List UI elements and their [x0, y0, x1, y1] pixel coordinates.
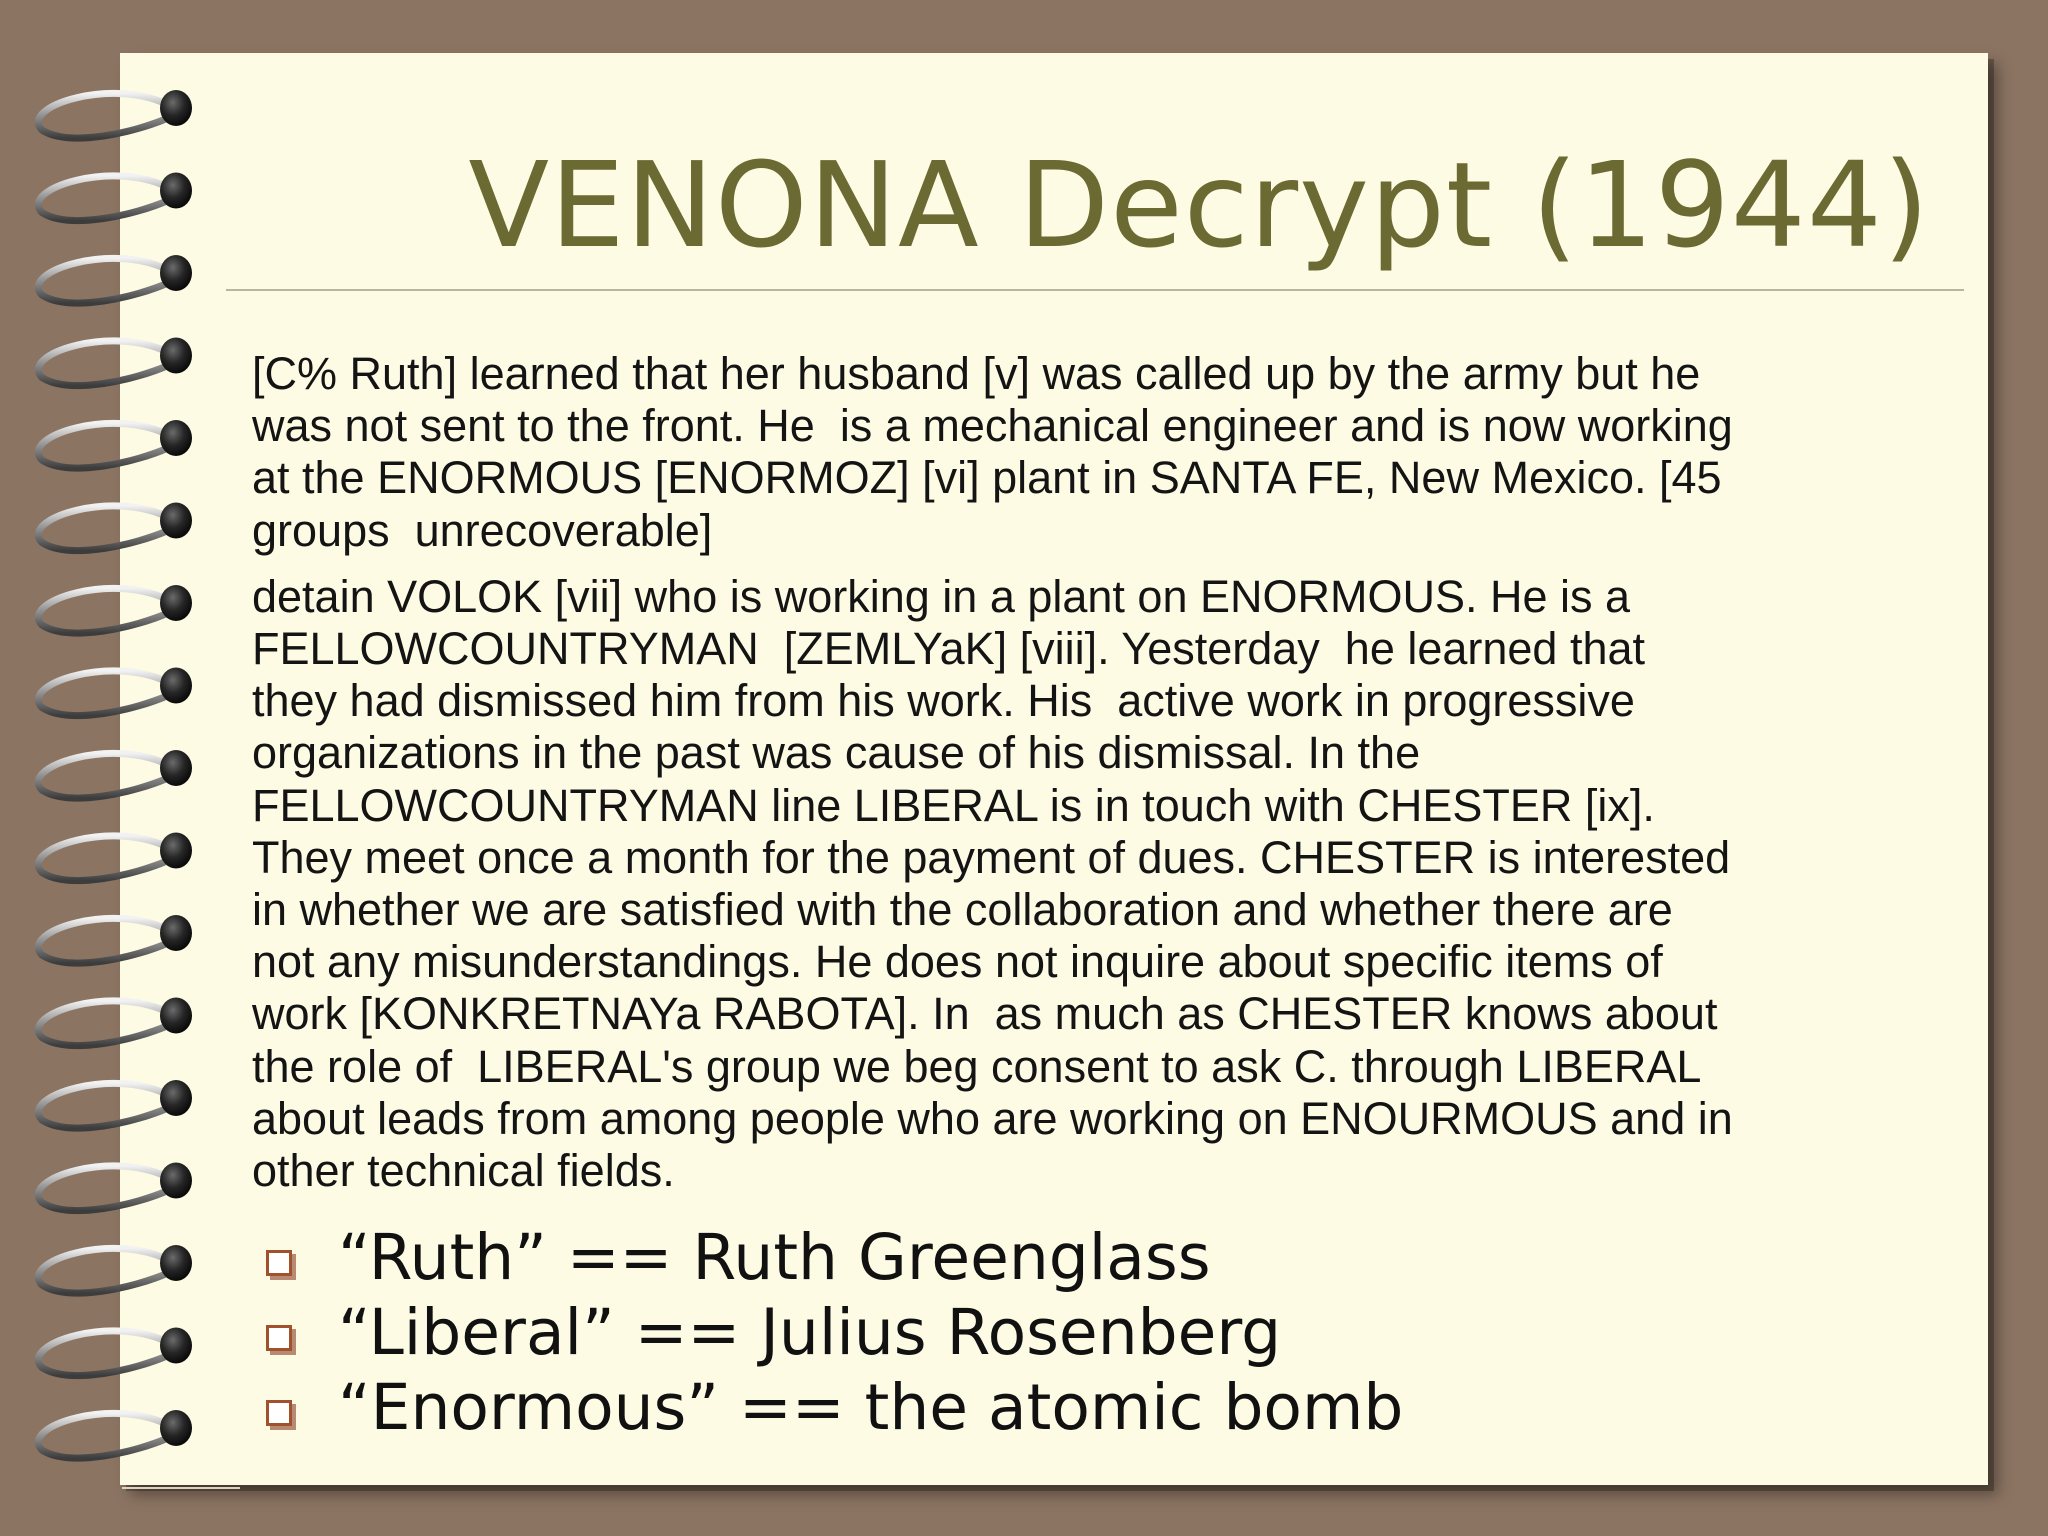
spiral-wire [38, 93, 170, 138]
codename-enormous: “Enormous” == the atomic bomb [338, 1371, 1404, 1444]
title-divider [226, 289, 1964, 291]
spiral-wire [38, 1331, 170, 1376]
codename-liberal: “Liberal” == Julius Rosenberg [338, 1296, 1282, 1369]
binding-hole [160, 503, 192, 539]
decrypt-paragraph-1: [C% Ruth] learned that her husband [v] was called up by the army but he was not sent to the front. He is a mechanical engineer and is now working at the ENORMOUS [ENORMOZ] [vi] plant in SANTA FE, New Mexico. [45 groups unrecoverable] [252, 348, 1733, 556]
spiral-wire [38, 753, 170, 798]
binding-hole [160, 998, 192, 1034]
decrypt-paragraph-2: detain VOLOK [vii] who is working in a plant on ENORMOUS. He is a FELLOWCOUNTRYMAN [ZEMLYaK] [viii]. Yesterday he learned that they had dismissed him from his work. His active work in progressive organizations in the past was cause of his dismissal. In the FELLOWCOUNTRYMAN line LIBERAL is in touch with CHESTER [ix]. They meet once a month for the payment of dues. CHESTER is interested in whether we are satisfied with the collaboration and whether there are not any misunderstandings. He does not inquire about specific items of work [KONKRETNAYa RABOTA]. In as much as CHESTER knows about the role of LIBERAL's group we beg consent to ask C. through LIBERAL about leads from among people who are working on ENOURMOUS and in other technical fields. [252, 570, 1733, 1197]
spiral-wire [38, 1166, 170, 1211]
slide-title: VENONA Decrypt (1944) [468, 136, 1930, 274]
binding-hole [160, 173, 192, 209]
binding-hole [160, 420, 192, 456]
binding-hole [160, 1080, 192, 1116]
list-item [262, 1295, 1862, 1370]
spiral-wire [38, 341, 170, 386]
spiral-wire [38, 918, 170, 963]
list-item [262, 1370, 1862, 1445]
codename-list [262, 1220, 1862, 1445]
spiral-binding-icon [0, 0, 220, 1536]
square-bullet-icon [266, 1325, 292, 1351]
spiral-wire [38, 1083, 170, 1128]
binding-hole [160, 1328, 192, 1364]
spiral-wire [38, 176, 170, 221]
spiral-wire [38, 1413, 170, 1458]
binding-hole [160, 338, 192, 374]
square-bullet-icon [266, 1400, 292, 1426]
binding-hole [160, 1245, 192, 1281]
spiral-wire [38, 588, 170, 633]
list-item [262, 1220, 1862, 1295]
spiral-wire [38, 671, 170, 716]
binding-hole [160, 750, 192, 786]
codename-ruth: “Ruth” == Ruth Greenglass [338, 1221, 1211, 1294]
spiral-wire [38, 836, 170, 881]
spiral-wire [38, 1001, 170, 1046]
spiral-wire [38, 1248, 170, 1293]
spiral-wire [38, 258, 170, 303]
square-bullet-icon [266, 1250, 292, 1276]
binding-hole [160, 585, 192, 621]
spiral-wire [38, 423, 170, 468]
binding-hole [160, 1163, 192, 1199]
binding-hole [160, 668, 192, 704]
binding-hole [160, 1410, 192, 1446]
decrypt-text [252, 348, 1952, 1197]
binding-hole [160, 915, 192, 951]
binding-hole [160, 255, 192, 291]
binding-hole [160, 833, 192, 869]
binding-hole [160, 90, 192, 126]
spiral-wire [38, 506, 170, 551]
